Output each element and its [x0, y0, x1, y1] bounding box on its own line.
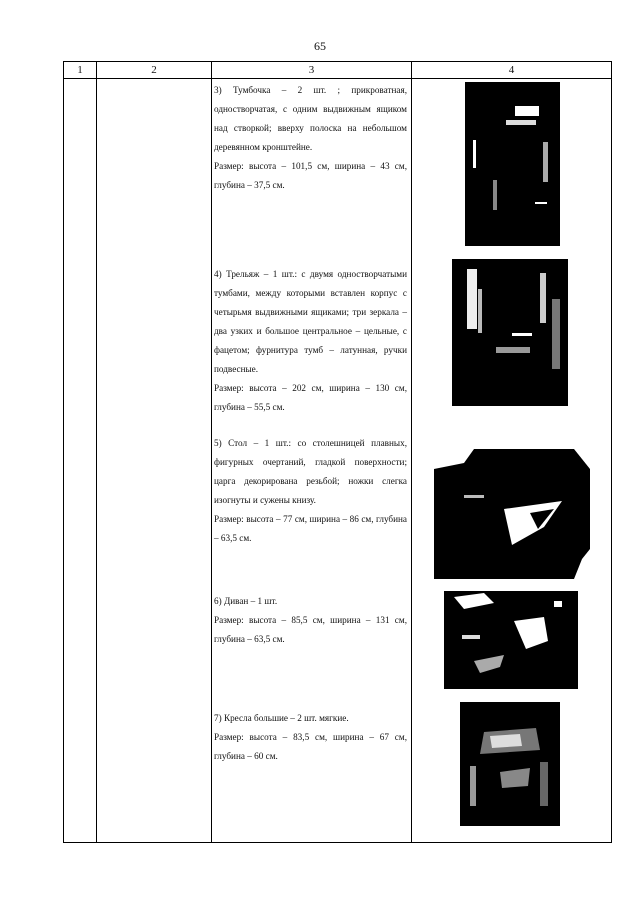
header-divider [64, 78, 611, 79]
inventory-table [63, 61, 612, 843]
item-size: Размер: высота – 85,5 см, ширина – 131 см, глубина – 63,5 см. [214, 615, 407, 644]
item-description: 5) Стол – 1 шт.: со столешницей плавных, фигурных очертаний, гладкой поверхности; царга декорирована резьбой; ножки слегка изогнуты и сужены книзу. [214, 438, 407, 505]
column-header-2: 2 [151, 64, 157, 76]
item-description: 7) Кресла большие – 2 шт. мягкие. [214, 713, 349, 723]
page-number: 65 [314, 39, 326, 53]
sofa-photo [444, 591, 578, 689]
armchairs-photo [460, 702, 560, 826]
item-size: Размер: высота – 202 см, ширина – 130 см, глубина – 55,5 см. [214, 383, 407, 412]
item-armchairs [214, 709, 407, 766]
item-sofa [214, 592, 407, 649]
column-divider [211, 62, 212, 842]
column-divider [411, 62, 412, 842]
bedside-table-photo [465, 82, 560, 246]
item-description: 6) Диван – 1 шт. [214, 596, 278, 606]
item-description: 3) Тумбочка – 2 шт. ; прикроватная, одностворчатая, с одним выдвижным ящиком над створкой; вверху полоска на небольшом деревянном кронштейне. [214, 85, 407, 152]
column-header-3: 3 [308, 64, 315, 76]
table-photo [434, 449, 590, 579]
item-bedside-table [214, 81, 407, 195]
dressing-table-photo [452, 259, 568, 406]
item-size: Размер: высота – 101,5 см, ширина – 43 см, глубина – 37,5 см. [214, 161, 407, 190]
item-description: 4) Трельяж – 1 шт.: с двумя одностворчатыми тумбами, между которыми вставлен корпус с четырьмя выдвижными ящиками; три зеркала – два узких и большое центральное – цельные, с фацетом; фурнитура тумб – латунная, ручки подвесные. [214, 269, 407, 374]
column-divider [96, 62, 97, 842]
item-size: Размер: высота – 83,5 см, ширина – 67 см, глубина – 60 см. [214, 732, 407, 761]
item-table [214, 434, 407, 548]
column-header-4: 4 [508, 64, 515, 76]
item-size: Размер: высота – 77 см, ширина – 86 см, глубина – 63,5 см. [214, 514, 407, 543]
item-dressing-table [214, 265, 407, 417]
column-header-1: 1 [77, 64, 83, 76]
